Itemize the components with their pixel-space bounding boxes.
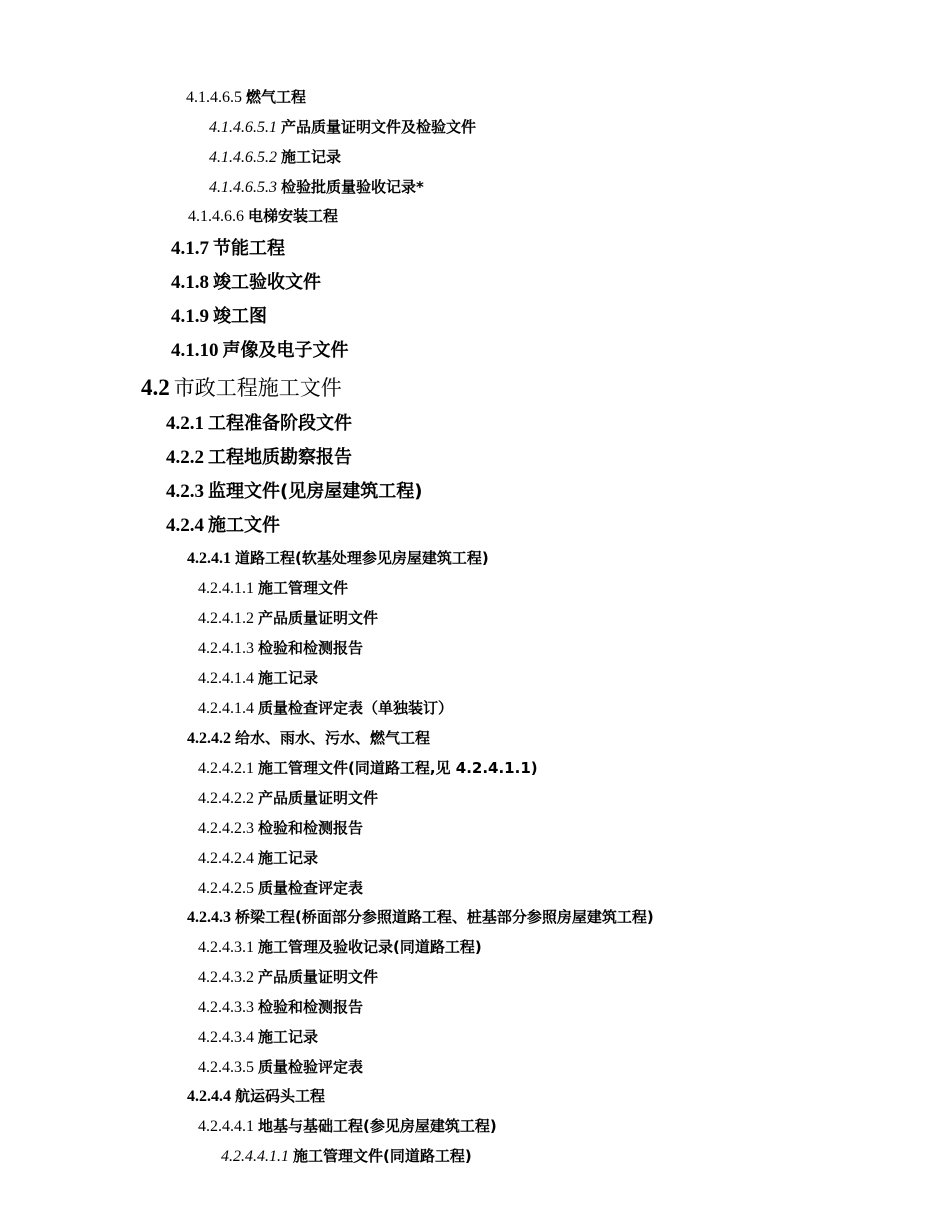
toc-line <box>198 669 318 688</box>
section-title: 质量检查评定表（单独装订） <box>258 699 454 717</box>
section-title: 工程地质勘察报告 <box>208 447 352 468</box>
toc-line <box>171 306 267 329</box>
section-title: 施工记录 <box>281 148 342 166</box>
section-number: 4.1.4.6.5.2 <box>209 149 277 166</box>
toc-line <box>209 148 341 167</box>
toc-line <box>171 238 285 261</box>
toc-line <box>187 549 489 568</box>
section-title: 产品质量证明文件及检验文件 <box>281 118 477 136</box>
section-title: 施工管理文件(同道路工程) <box>293 1147 472 1165</box>
section-title: 检验和检测报告 <box>258 998 364 1016</box>
section-number: 4.2 <box>141 375 170 400</box>
toc-line <box>141 374 342 402</box>
toc-line <box>187 729 430 748</box>
section-number: 4.1.4.6.6 <box>188 208 244 225</box>
section-number: 4.1.8 <box>171 272 209 293</box>
toc-line <box>198 849 318 868</box>
section-number: 4.2.4.1.4 <box>198 670 254 687</box>
toc-line <box>186 88 306 107</box>
toc-line <box>187 908 654 927</box>
section-title: 施工文件 <box>208 515 280 536</box>
toc-line <box>198 998 363 1017</box>
section-title: 施工记录 <box>258 1028 319 1046</box>
section-title: 检验和检测报告 <box>258 639 364 657</box>
section-number: 4.1.9 <box>171 306 209 327</box>
toc-line <box>198 759 538 778</box>
section-number: 4.2.4.3.2 <box>198 969 254 986</box>
section-title: 检验批质量验收记录* <box>281 178 424 196</box>
section-title: 竣工图 <box>213 306 267 327</box>
toc-line <box>187 1087 325 1106</box>
section-number: 4.2.4.3.5 <box>198 1059 254 1076</box>
section-number: 4.1.7 <box>171 238 209 259</box>
toc-line <box>198 1117 497 1136</box>
section-number: 4.2.4.2.5 <box>198 880 254 897</box>
section-number: 4.1.4.6.5.3 <box>209 179 277 196</box>
section-number: 4.1.4.6.5 <box>186 89 242 106</box>
section-number: 4.2.4.4 <box>187 1088 231 1105</box>
toc-line <box>198 938 482 957</box>
section-title: 地基与基础工程(参见房屋建筑工程) <box>258 1117 497 1135</box>
toc-line <box>198 879 363 898</box>
section-title: 工程准备阶段文件 <box>208 413 352 434</box>
section-title: 施工记录 <box>258 669 319 687</box>
section-title: 电梯安装工程 <box>248 207 339 225</box>
toc-line <box>198 1058 363 1077</box>
toc-line <box>221 1147 472 1166</box>
toc-line <box>198 699 453 718</box>
section-title: 施工管理文件 <box>258 579 349 597</box>
section-number: 4.2.4 <box>166 515 204 536</box>
section-title: 产品质量证明文件 <box>258 609 379 627</box>
toc-line <box>198 789 378 808</box>
toc-line <box>198 609 378 628</box>
toc-line <box>166 447 352 470</box>
section-number: 4.2.4.1.1 <box>198 580 254 597</box>
section-number: 4.2.2 <box>166 447 204 468</box>
section-title: 声像及电子文件 <box>222 340 349 361</box>
section-number: 4.2.1 <box>166 413 204 434</box>
toc-line <box>198 639 363 658</box>
section-title: 道路工程(软基处理参见房屋建筑工程) <box>235 549 489 567</box>
toc-line <box>166 515 280 538</box>
section-title: 竣工验收文件 <box>213 272 321 293</box>
section-number: 4.2.4.2 <box>187 730 231 747</box>
section-number: 4.2.4.2.3 <box>198 820 254 837</box>
toc-line <box>171 272 321 295</box>
toc-line <box>198 579 348 598</box>
section-title: 施工记录 <box>258 849 319 867</box>
toc-line <box>209 178 424 197</box>
section-number: 4.2.4.2.1 <box>198 760 254 777</box>
section-title: 桥梁工程(桥面部分参照道路工程、桩基部分参照房屋建筑工程) <box>235 908 654 926</box>
section-title: 节能工程 <box>213 238 285 259</box>
section-number: 4.2.4.1.4 <box>198 700 254 717</box>
section-number: 4.2.4.2.4 <box>198 850 254 867</box>
section-number: 4.2.4.1.2 <box>198 610 254 627</box>
section-number: 4.2.4.1 <box>187 550 231 567</box>
section-title: 航运码头工程 <box>235 1087 326 1105</box>
toc-line <box>198 1028 318 1047</box>
section-number: 4.1.4.6.5.1 <box>209 119 277 136</box>
section-number: 4.1.10 <box>171 340 219 361</box>
section-number: 4.2.4.2.2 <box>198 790 254 807</box>
toc-line <box>198 819 363 838</box>
section-number: 4.2.4.3 <box>187 909 231 926</box>
section-title: 质量检查评定表 <box>258 879 364 897</box>
toc-line <box>171 340 349 363</box>
section-title: 给水、雨水、污水、燃气工程 <box>235 729 431 747</box>
toc-line <box>188 207 338 226</box>
toc-line <box>166 481 422 504</box>
section-number: 4.2.4.4.1 <box>198 1118 254 1135</box>
toc-line <box>166 413 352 436</box>
section-title: 检验和检测报告 <box>258 819 364 837</box>
section-number: 4.2.4.3.4 <box>198 1029 254 1046</box>
section-title: 监理文件(见房屋建筑工程) <box>208 481 423 502</box>
section-title: 质量检验评定表 <box>258 1058 364 1076</box>
section-number: 4.2.4.1.3 <box>198 640 254 657</box>
section-number: 4.2.4.3.3 <box>198 999 254 1016</box>
section-title: 施工管理文件(同道路工程,见 4.2.4.1.1) <box>258 759 538 777</box>
section-number: 4.2.4.4.1.1 <box>221 1148 289 1165</box>
section-number: 4.2.3 <box>166 481 204 502</box>
section-title: 产品质量证明文件 <box>258 968 379 986</box>
section-title: 施工管理及验收记录(同道路工程) <box>258 938 482 956</box>
section-title: 燃气工程 <box>246 88 307 106</box>
section-number: 4.2.4.3.1 <box>198 939 254 956</box>
section-title: 市政工程施工文件 <box>173 376 342 400</box>
toc-line <box>198 968 378 987</box>
toc-line <box>209 118 476 137</box>
section-title: 产品质量证明文件 <box>258 789 379 807</box>
